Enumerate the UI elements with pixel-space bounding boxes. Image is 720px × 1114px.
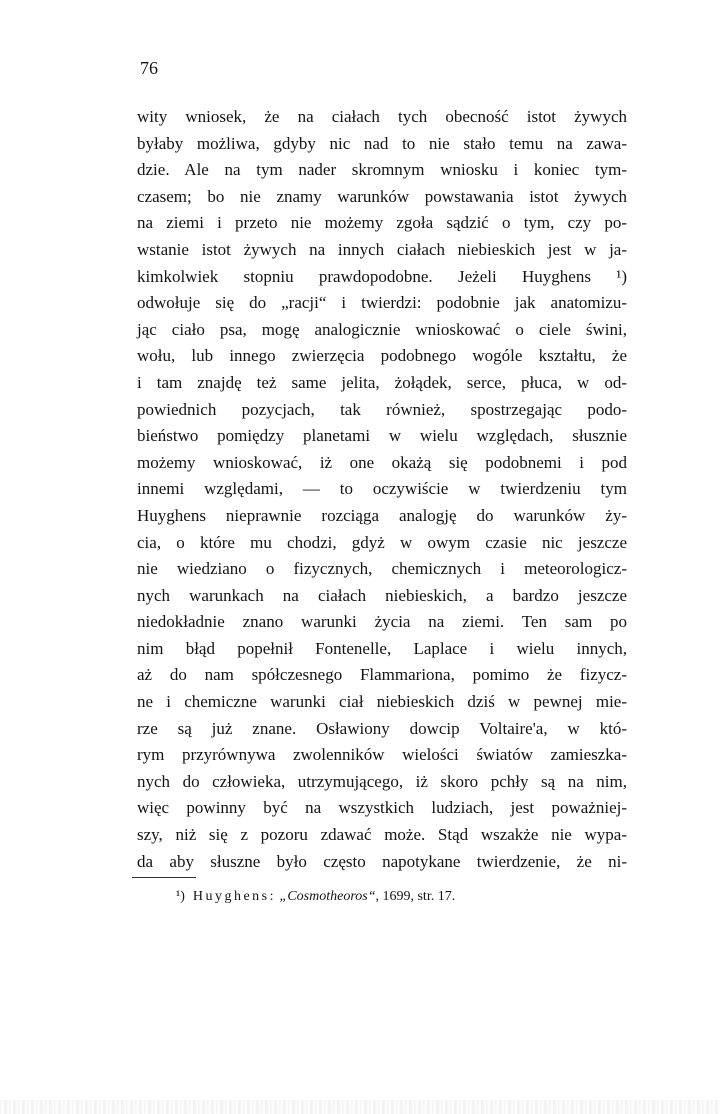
text-line: aż do nam spółczesnego Flammariona, pomimo że fizycz- bbox=[137, 665, 627, 685]
scan-edge-texture bbox=[0, 1100, 720, 1114]
footnote bbox=[176, 888, 455, 906]
text-line: możemy wnioskować, iż one okażą się podobnemi i pod bbox=[137, 452, 627, 472]
footnote-author: Huyghens: bbox=[192, 889, 277, 904]
footnote-title: „Cosmotheoros“ bbox=[279, 889, 376, 904]
text-line: rym przyrównywa zwolenników wielości światów zamieszka- bbox=[137, 745, 627, 765]
text-line: ne i chemiczne warunki ciał niebieskich dziś w pewnej mie- bbox=[137, 692, 627, 712]
text-line: jąc ciało psa, mogę analogicznie wnioskować o ciele świni, bbox=[137, 319, 627, 339]
text-line: odwołuje się do „racji“ i twierdzi: podobnie jak anatomizu- bbox=[137, 293, 627, 313]
text-line: dzie. Ale na tym nader skromnym wniosku i koniec tym- bbox=[137, 160, 627, 180]
text-line: rze są już znane. Osławiony dowcip Voltaire'a, w któ- bbox=[137, 718, 627, 738]
text-line: na ziemi i przeto nie możemy zgoła sądzić o tym, czy po- bbox=[137, 213, 627, 233]
text-line: nych warunkach na ciałach niebieskich, a bardzo jeszcze bbox=[137, 585, 627, 605]
text-line: cia, o które mu chodzi, gdyż w owym czasie nic jeszcze bbox=[137, 532, 627, 552]
page-number: 76 bbox=[140, 58, 158, 78]
text-line: bieństwo pomiędzy planetami w wielu względach, słusznie bbox=[137, 426, 627, 446]
text-line: niedokładnie znano warunki życia na ziemi. Ten sam po bbox=[137, 612, 627, 632]
text-line: kimkolwiek stopniu prawdopodobne. Jeżeli Huyghens ¹) bbox=[137, 266, 627, 286]
body-text bbox=[137, 104, 627, 875]
text-line: szy, niż się z pozoru zdawać może. Stąd wszakże nie wypa- bbox=[137, 825, 627, 845]
text-line: byłaby możliwa, gdyby nic nad to nie stało temu na zawa- bbox=[137, 133, 627, 153]
footnote-mark: ¹) bbox=[176, 889, 185, 904]
text-line: da aby słuszne było często napotykane twierdzenie, że ni- bbox=[137, 851, 627, 871]
text-line: Huyghens nieprawnie rozciąga analogję do warunków ży- bbox=[137, 505, 627, 525]
text-line: wstanie istot żywych na innych ciałach niebieskich jest w ja- bbox=[137, 239, 627, 259]
text-line: i tam znajdę też same jelita, żołądek, serce, płuca, w od- bbox=[137, 372, 627, 392]
text-line: więc powinny być na wszystkich ludziach, jest poważniej- bbox=[137, 798, 627, 818]
text-line: wołu, lub innego zwierzęcia podobnego wogóle kształtu, że bbox=[137, 346, 627, 366]
text-line: powiednich pozycjach, tak również, spostrzegając podo- bbox=[137, 399, 627, 419]
text-line: wity wniosek, że na ciałach tych obecność istot żywych bbox=[137, 107, 627, 126]
text-line: innemi względami, — to oczywiście w twierdzeniu tym bbox=[137, 479, 627, 499]
text-line: czasem; bo nie znamy warunków powstawania istot żywych bbox=[137, 186, 627, 206]
text-line: nie wiedziano o fizycznych, chemicznych i meteorologicz- bbox=[137, 559, 627, 579]
footnote-details: , 1699, str. 17. bbox=[375, 889, 456, 904]
text-line: nych do człowieka, utrzymującego, iż skoro pchły są na nim, bbox=[137, 771, 627, 791]
footnote-divider bbox=[132, 877, 196, 878]
text-line: nim błąd popełnił Fontenelle, Laplace i wielu innych, bbox=[137, 638, 627, 658]
